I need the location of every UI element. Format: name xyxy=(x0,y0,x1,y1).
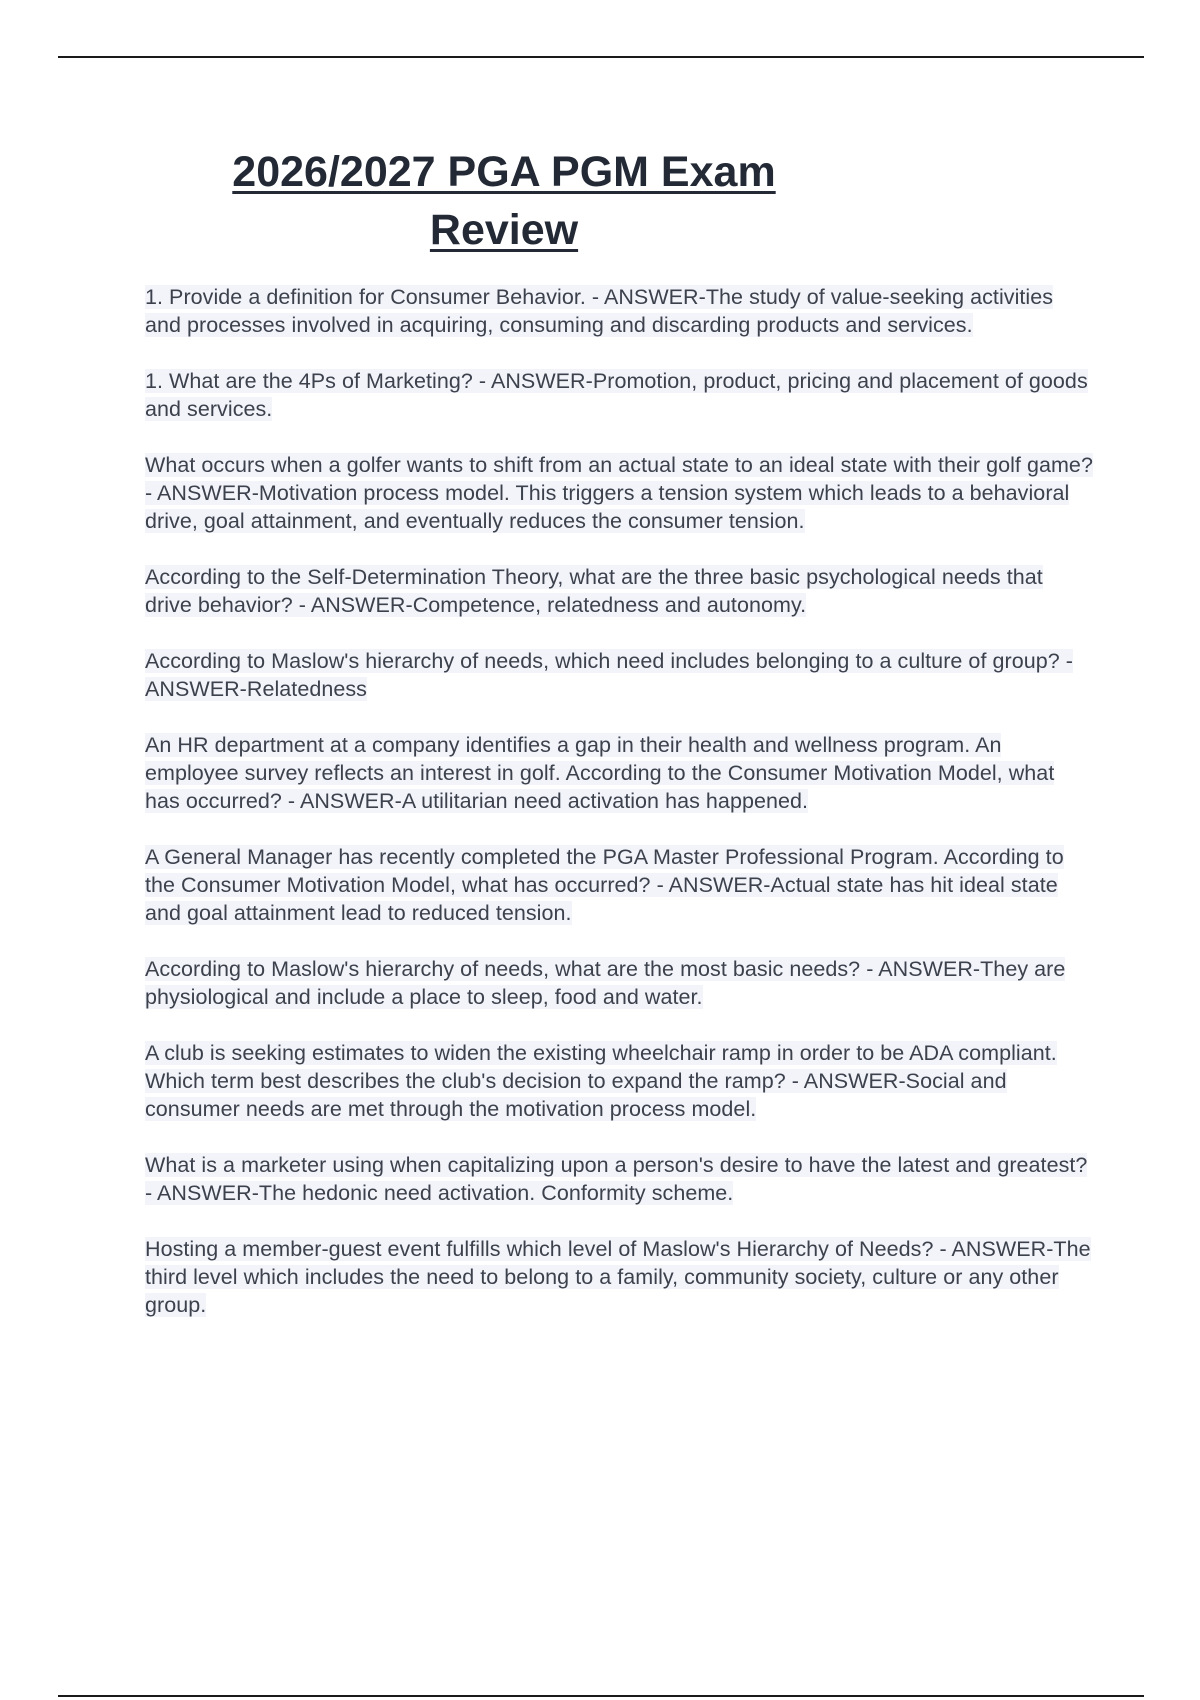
qa-item xyxy=(145,955,1095,1011)
qa-item xyxy=(145,731,1095,815)
qa-item xyxy=(145,1039,1095,1123)
qa-item xyxy=(145,563,1095,619)
qa-text: Hosting a member-guest event fulfills which level of Maslow's Hierarchy of Needs? - ANSWER-The third level which includes the need to belong to a family, community society, culture or any other group. xyxy=(145,1237,1091,1317)
qa-item xyxy=(145,451,1095,535)
top-rule xyxy=(58,56,1144,58)
qa-text: 1. What are the 4Ps of Marketing? - ANSWER-Promotion, product, pricing and placement of goods and services. xyxy=(145,369,1088,421)
qa-item xyxy=(145,367,1095,423)
qa-text: What occurs when a golfer wants to shift from an actual state to an ideal state with their golf game? - ANSWER-Motivation process model. This triggers a tension system which leads to a behavioral drive, goal attainment, and eventually reduces the consumer tension. xyxy=(145,453,1093,533)
bottom-rule xyxy=(58,1695,1144,1697)
qa-text: 1. Provide a definition for Consumer Behavior. - ANSWER-The study of value-seeking activities and processes involved in acquiring, consuming and discarding products and services. xyxy=(145,285,1054,337)
document-title xyxy=(196,143,812,259)
qa-text: According to Maslow's hierarchy of needs, what are the most basic needs? - ANSWER-They are physiological and include a place to sleep, food and water. xyxy=(145,957,1066,1009)
qa-text: A General Manager has recently completed the PGA Master Professional Program. According to the Consumer Motivation Model, what has occurred? - ANSWER-Actual state has hit ideal state and goal attainment lead to reduced tension. xyxy=(145,845,1064,925)
title-line-1: 2026/2027 PGA PGM Exam xyxy=(232,148,776,196)
qa-text: According to Maslow's hierarchy of needs, which need includes belonging to a culture of group? - ANSWER-Relatedness xyxy=(145,649,1073,701)
title-line-2: Review xyxy=(429,206,579,254)
qa-text: What is a marketer using when capitalizing upon a person's desire to have the latest and greatest? - ANSWER-The hedonic need activation. Conformity scheme. xyxy=(145,1153,1088,1205)
qa-item xyxy=(145,1151,1095,1207)
qa-item xyxy=(145,1235,1095,1319)
qa-text: An HR department at a company identifies a gap in their health and wellness program. An employee survey reflects an interest in golf. According to the Consumer Motivation Model, what has occurred? - ANSWER-A utilitarian need activation has happened. xyxy=(145,733,1055,813)
qa-item xyxy=(145,843,1095,927)
qa-item xyxy=(145,283,1095,339)
qa-text: A club is seeking estimates to widen the existing wheelchair ramp in order to be ADA compliant. Which term best describes the club's decision to expand the ramp? - ANSWER-Social and consumer needs are met through the motivation process model. xyxy=(145,1041,1057,1121)
qa-item xyxy=(145,647,1095,703)
qa-list xyxy=(145,283,1095,1347)
qa-text: According to the Self-Determination Theory, what are the three basic psychological needs that drive behavior? - ANSWER-Competence, relatedness and autonomy. xyxy=(145,565,1043,617)
